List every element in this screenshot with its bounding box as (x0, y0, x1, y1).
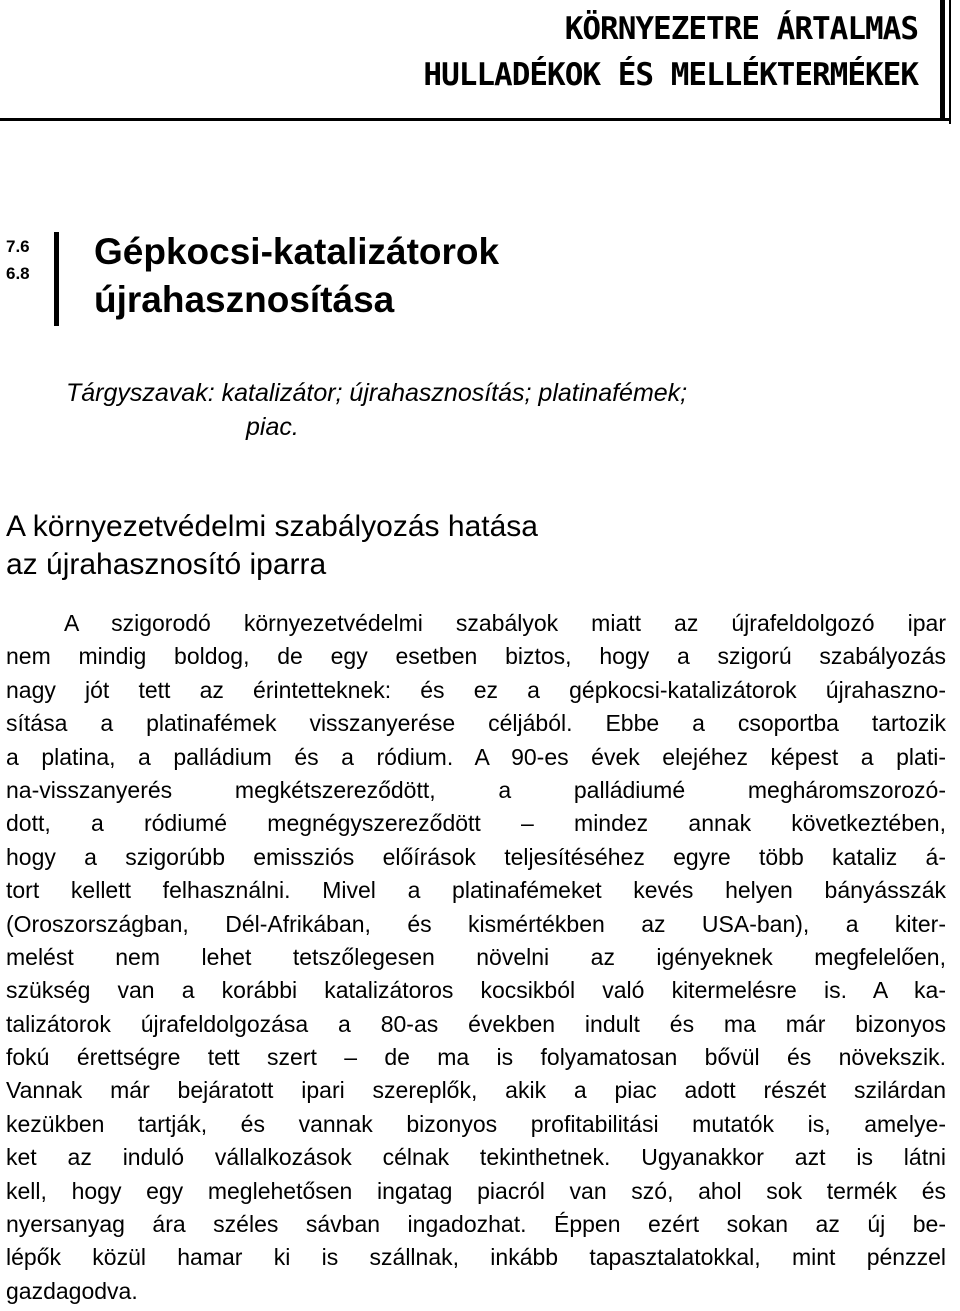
keywords (66, 376, 786, 444)
section-number-line2: 6.8 (6, 264, 30, 283)
header-vertical-rule-thin (949, 0, 951, 124)
body-line: szükség van a korábbi katalizátoros kocsikból való kitermelésre is. A ka- (6, 977, 946, 1004)
body-line: na-visszanyerés megkétszereződött, a palládiumé megháromszorozó- (6, 776, 946, 803)
section-divider-bar (54, 232, 59, 326)
body-line: talizátorok újrafeldolgozása a 80-as években indult és ma már bizonyos (6, 1010, 946, 1037)
body-line: fokú érettségre tett szert – de ma is folyamatosan bővül és növekszik. (6, 1044, 946, 1071)
section-number (6, 233, 30, 287)
subheading-line1: A környezetvédelmi szabályozás hatása (6, 510, 538, 543)
body-line: kezükben tartják, és vannak bizonyos profitabilitási mutatók is, amelye- (6, 1110, 946, 1137)
body-line: (Oroszországban, Dél-Afrikában, és kismértékben az USA-ban), a kiter- (6, 910, 946, 937)
chapter-title-line1: KÖRNYEZETRE ÁRTALMAS (564, 11, 918, 47)
body-line: ket az induló vállalkozások célnak tekinthetnek. Ugyanakkor azt is látni (6, 1144, 946, 1171)
section-subheading (6, 508, 538, 584)
body-line: Vannak már bejáratott ipari szereplők, akik a piac adott részét szilárdan (6, 1077, 946, 1104)
chapter-title-line2: HULLADÉKOK ÉS MELLÉKTERMÉKEK (423, 57, 918, 93)
page-header (0, 0, 952, 118)
chapter-title (423, 6, 918, 98)
body-line: kell, hogy egy meglehetősen ingatag piacról van szó, ahol sok termék és (6, 1177, 946, 1204)
body-line: a platina, a palládium és a ródium. A 90-es évek elejéhez képest a plati- (6, 743, 946, 770)
body-line: tort kellett felhasználni. Mivel a platinafémeket kevés helyen bányásszák (6, 877, 946, 904)
body-line: nagy jót tett az érintetteknek: és ez a gépkocsi-katalizátorok újrahaszno- (6, 676, 946, 703)
header-horizontal-rule (0, 118, 951, 121)
body-line: sítása a platinafémek visszanyerése céljából. Ebbe a csoportba tartozik (6, 710, 946, 737)
subheading-line2: az újrahasznosító iparra (6, 548, 327, 581)
header-vertical-rule (940, 0, 945, 118)
body-line: melést nem lehet tetszőlegesen növelni az igényeknek megfelelően, (6, 943, 946, 970)
article-title-line2: újrahasznosítása (94, 279, 395, 320)
body-line: A szigorodó környezetvédelmi szabályok miatt az újrafeldolgozó ipar (64, 610, 946, 636)
body-line: hogy a szigorúbb emissziós előírások teljesítéséhez egyre több kataliz á- (6, 843, 946, 870)
body-line: nem mindig boldog, de egy esetben biztos, hogy a szigorú szabályozás (6, 643, 946, 670)
section-number-line1: 7.6 (6, 237, 30, 256)
body-paragraph (6, 607, 946, 1308)
body-line: lépők közül hamar ki is szállnak, inkább tapasztalatokkal, mint pénzzel (6, 1244, 946, 1271)
body-line: dott, a ródiumé megnégyszereződött – mindez annak következtében, (6, 810, 946, 837)
body-line: nyersanyag ára széles sávban ingadozhat. Éppen ezért sokan az új be- (6, 1211, 946, 1238)
body-line: gazdagodva. (6, 1277, 138, 1304)
article-title-line1: Gépkocsi-katalizátorok (94, 231, 500, 272)
keywords-line2: piac. (246, 413, 299, 441)
keywords-line1: Tárgyszavak: katalizátor; újrahasznosítás; platinafémek; (66, 379, 688, 407)
article-title (94, 228, 499, 324)
